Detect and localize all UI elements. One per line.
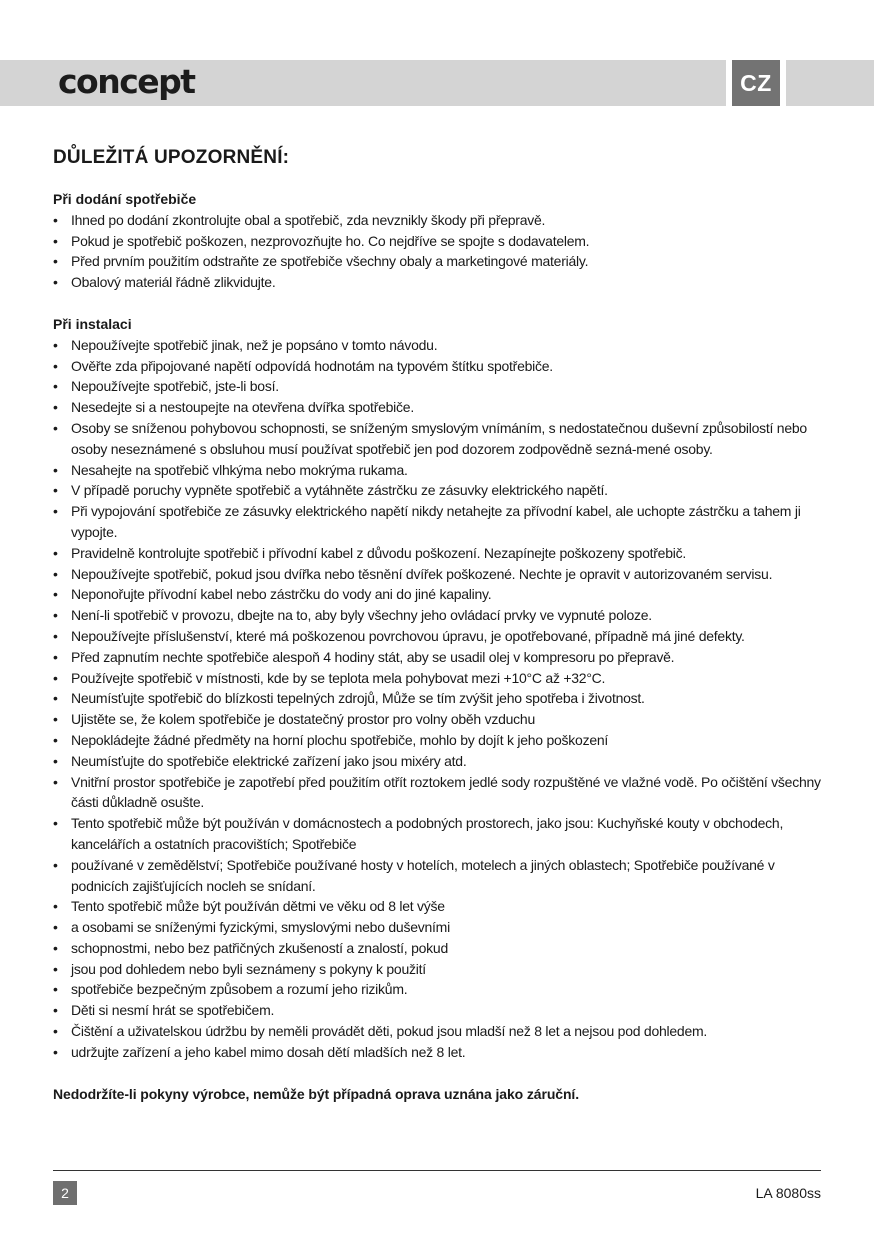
list-item xyxy=(53,855,823,897)
list-item xyxy=(53,564,823,585)
bullet-icon: • xyxy=(53,1002,58,1019)
bullet-icon: • xyxy=(53,648,58,665)
list-item xyxy=(53,813,823,855)
bullet-icon: • xyxy=(53,565,58,582)
bullet-icon: • xyxy=(53,503,58,520)
bullet-icon: • xyxy=(53,232,58,249)
list-item-text: Při vypojování spotřebiče ze zásuvky elektrického napětí nikdy netahejte za přívodní kabel, ale uchopte zástrčku a tahem ji vypojte. xyxy=(71,503,801,540)
bullet-icon: • xyxy=(53,981,58,998)
model-number: LA 8080ss xyxy=(755,1185,821,1201)
list-item-text: Neumísťujte do spotřebiče elektrické zařízení jako jsou mixéry atd. xyxy=(71,752,467,769)
list-item xyxy=(53,772,823,814)
list-item-text: Nepoužívejte spotřebič, jste-li bosí. xyxy=(71,378,279,395)
list-item xyxy=(53,626,823,647)
bullet-list xyxy=(53,335,823,1063)
list-item-text: Osoby se sníženou pohybovou schopnosti, se sníženým smyslovým vnímáním, s nedostatečnou duševní způsobilostí nebo osoby neseznámené s obsluhou musí používat spotřebič jen pod dozorem zodpovědně sezná-mené osoby. xyxy=(71,419,807,457)
bullet-icon: • xyxy=(53,690,58,707)
bullet-icon: • xyxy=(53,211,58,228)
bullet-icon: • xyxy=(53,669,58,686)
list-item xyxy=(53,1042,823,1063)
bullet-icon: • xyxy=(53,607,58,624)
bullet-icon: • xyxy=(53,731,58,748)
list-item-text: Děti si nesmí hrát se spotřebičem. xyxy=(71,1002,275,1019)
section-heading: Při dodání spotřebiče xyxy=(53,191,197,207)
warranty-note: Nedodržíte-li pokyny výrobce, nemůže být případná oprava uznána jako záruční. xyxy=(53,1085,579,1102)
list-item xyxy=(53,584,823,605)
section-installation xyxy=(53,314,823,1063)
list-item xyxy=(53,605,823,626)
bullet-icon: • xyxy=(53,399,58,416)
list-item-text: Nepoužívejte příslušenství, které má poškozenou povrchovou úpravu, je opotřebované, případně má jiné defekty. xyxy=(71,627,745,644)
bullet-icon: • xyxy=(53,274,58,291)
list-item xyxy=(53,896,823,917)
list-item-text: a osobami se sníženými fyzickými, smyslovými nebo duševními xyxy=(71,919,450,936)
list-item-text: Nesedejte si a nestoupejte na otevřena dvířka spotřebiče. xyxy=(71,399,414,416)
list-item xyxy=(53,647,823,668)
list-item xyxy=(53,1000,823,1021)
bullet-icon: • xyxy=(53,544,58,561)
bullet-icon: • xyxy=(53,960,58,977)
header-separator-right xyxy=(780,60,786,106)
list-item-text: Pravidelně kontrolujte spotřebič i přívodní kabel z důvodu poškození. Nezapínejte poškozeny spotřebič. xyxy=(71,544,686,561)
bullet-icon: • xyxy=(53,752,58,769)
list-item xyxy=(53,688,823,709)
list-item-text: V případě poruchy vypněte spotřebič a vytáhněte zástrčku ze zásuvky elektrického napětí. xyxy=(71,482,608,499)
list-item xyxy=(53,356,823,377)
bullet-icon: • xyxy=(53,357,58,374)
list-item-text: schopnostmi, nebo bez patřičných zkušeností a znalostí, pokud xyxy=(71,939,448,956)
bullet-icon: • xyxy=(53,378,58,395)
bullet-icon: • xyxy=(53,815,58,832)
list-item-text: Pokud je spotřebič poškozen, nezprovozňujte ho. Co nejdříve se spojte s dodavatelem. xyxy=(71,232,590,249)
list-item-text: spotřebiče bezpečným způsobem a rozumí jeho rizikům. xyxy=(71,981,408,998)
list-item xyxy=(53,668,823,689)
bullet-icon: • xyxy=(53,336,58,353)
list-item-text: Vnitřní prostor spotřebiče je zapotřebí před použitím otřít roztokem jedlé sody rozpuštěné ve vlažné vodě. Po očištění všechny části důkladně osušte. xyxy=(71,773,821,811)
list-item-text: Tento spotřebič může být používán dětmi ve věku od 8 let výše xyxy=(71,898,445,915)
list-item-text: Ihned po dodání zkontrolujte obal a spotřebič, zda nevznikly škody při přepravě. xyxy=(71,211,546,228)
bullet-icon: • xyxy=(53,461,58,478)
bullet-icon: • xyxy=(53,586,58,603)
section-delivery xyxy=(53,189,823,293)
list-item xyxy=(53,418,823,460)
list-item-text: Nepoužívejte spotřebič jinak, než je popsáno v tomto návodu. xyxy=(71,336,438,353)
list-item xyxy=(53,501,823,543)
list-item-text: Není-li spotřebič v provozu, dbejte na to, aby byly všechny jeho ovládací prvky ve vypnuté poloze. xyxy=(71,607,652,624)
list-item-text: Nepoužívejte spotřebič, pokud jsou dvířka nebo těsnění dvířek poškozené. Nechte je opravit v autorizovaném servisu. xyxy=(71,565,773,582)
list-item-text: Tento spotřebič může být používán v domácnostech a podobných prostorech, jako jsou: Kuchyňské kouty v obchodech, kancelářích a ostatních pracovištích; Spotřebiče xyxy=(71,815,784,852)
bullet-icon: • xyxy=(53,939,58,956)
list-item-text: Ověřte zda připojované napětí odpovídá hodnotám na typovém štítku spotřebiče. xyxy=(71,357,553,374)
bullet-icon: • xyxy=(53,1043,58,1060)
list-item-text: jsou pod dohledem nebo byli seznámeny s pokyny k použití xyxy=(71,960,426,977)
list-item xyxy=(53,460,823,481)
list-item-text: Před zapnutím nechte spotřebiče alespoň 4 hodiny stát, aby se usadil olej v kompresoru po přepravě. xyxy=(71,648,675,665)
list-item xyxy=(53,397,823,418)
list-item xyxy=(53,335,823,356)
list-item xyxy=(53,730,823,751)
bullet-icon: • xyxy=(53,919,58,936)
list-item-text: Před prvním použitím odstraňte ze spotřebiče všechny obaly a marketingové materiály. xyxy=(71,253,589,270)
footer-divider xyxy=(53,1170,821,1171)
list-item xyxy=(53,251,823,272)
list-item-text: udržujte zařízení a jeho kabel mimo dosah dětí mladších než 8 let. xyxy=(71,1043,466,1060)
brand-logo: concept xyxy=(58,62,195,101)
bullet-icon: • xyxy=(53,898,58,915)
bullet-icon: • xyxy=(53,773,58,790)
list-item xyxy=(53,480,823,501)
bullet-icon: • xyxy=(53,856,58,873)
list-item-text: Nesahejte na spotřebič vlhkýma nebo mokrýma rukama. xyxy=(71,461,408,478)
main-content xyxy=(53,146,823,1104)
bullet-icon: • xyxy=(53,253,58,270)
list-item xyxy=(53,210,823,231)
list-item-text: Obalový materiál řádně zlikvidujte. xyxy=(71,274,276,291)
bullet-icon: • xyxy=(53,419,58,436)
list-item xyxy=(53,1021,823,1042)
bullet-icon: • xyxy=(53,1023,58,1040)
language-badge: CZ xyxy=(732,60,780,106)
list-item-text: Používejte spotřebič v místnosti, kde by se teplota mela pohybovat mezi +10°C až +32°C. xyxy=(71,669,606,686)
page-title: DŮLEŽITÁ UPOZORNĚNÍ: xyxy=(53,147,290,168)
list-item-text: Čištění a uživatelskou údržbu by neměli provádět děti, pokud jsou mladší než 8 let a nejsou pod dohledem. xyxy=(71,1023,708,1040)
list-item-text: Ujistěte se, že kolem spotřebiče je dostatečný prostor pro volny oběh vzduchu xyxy=(71,711,536,728)
list-item xyxy=(53,376,823,397)
bullet-list xyxy=(53,210,823,293)
bullet-icon: • xyxy=(53,711,58,728)
list-item-text: Neumísťujte spotřebič do blízkosti tepelných zdrojů, Může se tím zvýšit jeho spotřeba i životnost. xyxy=(71,690,645,707)
list-item xyxy=(53,959,823,980)
page-number: 2 xyxy=(53,1181,77,1205)
list-item xyxy=(53,543,823,564)
list-item xyxy=(53,709,823,730)
list-item-text: Nepokládejte žádné předměty na horní plochu spotřebiče, mohlo by dojít k jeho poškození xyxy=(71,731,609,748)
bullet-icon: • xyxy=(53,482,58,499)
list-item xyxy=(53,917,823,938)
list-item xyxy=(53,938,823,959)
list-item xyxy=(53,751,823,772)
section-heading: Při instalaci xyxy=(53,315,132,332)
list-item xyxy=(53,979,823,1000)
list-item xyxy=(53,272,823,293)
list-item xyxy=(53,231,823,252)
bullet-icon: • xyxy=(53,627,58,644)
list-item-text: Neponořujte přívodní kabel nebo zástrčku do vody ani do jiné kapaliny. xyxy=(71,586,492,603)
list-item-text: používané v zemědělství; Spotřebiče používané hosty v hotelích, motelech a jiných oblastech; Spotřebiče používané v podnicích zajišťujících nocleh se snídaní. xyxy=(71,856,775,894)
